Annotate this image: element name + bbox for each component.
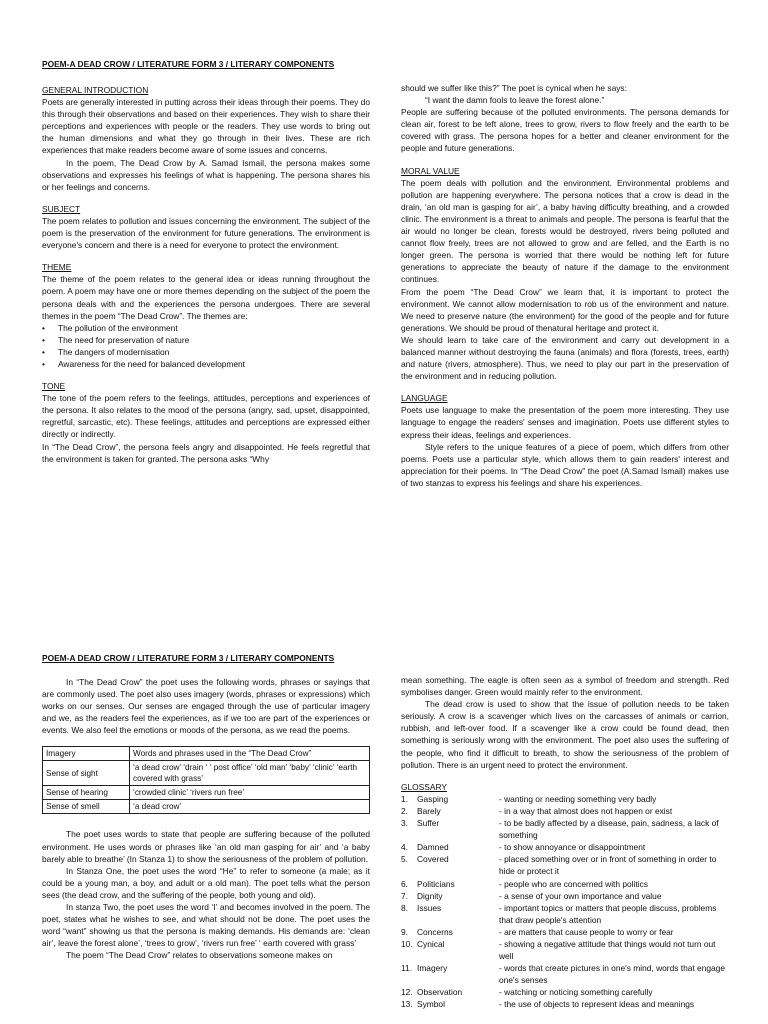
paragraph: The poet uses words to state that people are suffering because of the polluted environment. He uses words or phrases like ‘an old man gasping for air’ and ‘a baby barely able to breathe’ (In Stanza 1) to show the seriousness of the problem of pollution. <box>42 829 370 864</box>
theme-list <box>42 322 370 370</box>
paragraph: In “The Dead Crow” the poet uses the following words, phrases or sayings that are commonly used. The poet also uses imagery (words, phrases or expressions) which works on our senses. Our senses are engaged through the use of particular imagery and we, as the readers feel the experiences, as if we too are part of the experiences or events. We also feel the emotions or moods of the persona, as we read the poems. <box>42 677 370 736</box>
list-item <box>401 926 729 938</box>
glossary-definition: - words that create pictures in one's mind, words that engage one's senses <box>499 963 725 986</box>
list-item <box>401 878 729 890</box>
item-number: 11. <box>401 963 413 974</box>
table-row <box>43 747 370 761</box>
paragraph: Poets use language to make the presentation of the poem more interesting. They use language to engage the readers' senses and imagination. Poets use different styles to express their ideas, feelings and experiences. <box>401 405 729 440</box>
list-item <box>401 841 729 853</box>
page-separator <box>0 626 768 627</box>
table-cell: Words and phrases used in the “The Dead Crow” <box>130 747 370 761</box>
page-header: POEM-A DEAD CROW / LITERATURE FORM 3 / LITERARY COMPONENTS <box>42 59 335 69</box>
left-column <box>42 676 370 962</box>
paragraph: should we suffer like this?” The poet is cynical when he says: <box>401 83 627 93</box>
list-item: • The pollution of the environment <box>58 322 370 334</box>
list-item: • Awareness for the need for balanced development <box>58 358 370 370</box>
item-number: 4. <box>401 842 408 853</box>
table-cell: Imagery <box>43 747 130 761</box>
table-cell: Sense of smell <box>43 800 130 814</box>
item-number: 5. <box>401 854 408 865</box>
table-cell: ‘a dead crow’ ‘drain ‘ ‘ post office’ ‘old man’ ‘baby’ ‘clinic’ ‘earth covered with grass’ <box>130 761 370 786</box>
paragraph: The poem “The Dead Crow” relates to observations someone makes on <box>66 950 333 961</box>
glossary-list <box>401 793 729 1011</box>
glossary-word: Barely <box>417 805 441 816</box>
list-item <box>401 805 729 817</box>
paragraph: The dead crow is used to show that the issue of pollution needs to be taken seriously. A crow is a scavenger which lives on the carcasses of animals or carrion, rubbish, and left-over food. If a scavenger like a crow could be found dead, then something is seriously wrong with the environment. The poet also uses the suffering of the people, who find it difficult to breath, to show the seriousness of the problem of pollution. There is an urgent need to protect the environment. <box>401 699 729 770</box>
page-header: POEM-A DEAD CROW / LITERATURE FORM 3 / LITERARY COMPONENTS <box>42 653 335 663</box>
paragraph: In the poem, The Dead Crow by A. Samad Ismail, the persona makes some observations and expresses his feelings of what is happening. The persona shares his or her feelings and concerns. <box>42 157 370 192</box>
table-cell: ‘a dead crow’ <box>130 800 370 814</box>
glossary-definition: - placed something over or in front of something in order to hide or protect it <box>499 854 717 877</box>
theme-heading: THEME <box>42 262 72 273</box>
left-column <box>42 84 370 465</box>
glossary-word: Observation <box>417 987 463 998</box>
table-cell: ‘crowded clinic’ ‘rivers run free’ <box>130 786 370 800</box>
item-number: 13. <box>401 999 413 1010</box>
glossary-word: Concerns <box>417 926 453 937</box>
moral-value-heading: MORAL VALUE <box>401 165 460 176</box>
glossary-definition: - a sense of your own importance and value <box>499 890 662 901</box>
paragraph: The poem relates to pollution and issues concerning the environment. The subject of the poem is the preservation of the environment for future generations. The environment is everyone's concern and there is a need for everyone to protect the environment. <box>42 215 370 251</box>
item-number: 6. <box>401 878 408 889</box>
item-number: 9. <box>401 926 408 937</box>
table-cell: Sense of hearing <box>43 786 130 800</box>
item-number: 3. <box>401 818 408 829</box>
list-item <box>401 890 729 902</box>
list-item <box>401 986 729 998</box>
table-row <box>43 761 370 786</box>
item-number: 10. <box>401 938 413 949</box>
glossary-word: Issues <box>417 902 442 913</box>
glossary-definition: - showing a negative attitude that things would not turn out well <box>499 938 716 962</box>
glossary-word: Covered <box>417 854 449 865</box>
list-item: • The dangers of modernisation <box>58 346 370 358</box>
list-item: • The need for preservation of nature <box>58 334 370 346</box>
glossary-definition: - wanting or needing something very badly <box>499 793 657 804</box>
right-column <box>401 674 729 1011</box>
glossary-word: Damned <box>417 842 449 853</box>
glossary-definition: - watching or noticing something carefully <box>499 987 653 998</box>
list-item <box>401 853 729 877</box>
list-item <box>401 962 729 986</box>
paragraph: The poem deals with pollution and the environment. Environmental problems and pollution are happening everywhere. The persona notices that a crow is dead in the drain, ‘an old man is gasping for air’, a baby having difficulty breathing, and a crowded clinic. The environment is a threat to animals and people. The persona is fearful that the air would no longer be clean, forests would be destroyed, rivers being polluted and cannot flow freely, trees are not allowed to grow and are felled, and the Earth is no longer green. The persona is worried that there would be nothing left for future generations to appreciate the beauty of nature if the damage to the environment continues. <box>401 177 729 285</box>
paragraph: Style refers to the unique features of a piece of poem, which differs from other poems. Poets use a particular style, which allows them to gain readers' interest and appreciation for their poems. In “The Dead Crow” the poet (A.Samad Ismail) makes use of two stanzas to express his feelings and share his experiences. <box>401 441 729 488</box>
glossary-word: Symbol <box>417 999 445 1010</box>
tone-heading: TONE <box>42 381 66 392</box>
paragraph: We should learn to take care of the environment and carry out development in a balanced manner without destroying the fauna (animals) and flora (forests, trees, earth) and nature (rivers, atmosphere). Thus, we need to play our part in the preservation of the environment and in reducing pollution. <box>401 334 729 382</box>
subject-heading: SUBJECT <box>42 203 81 214</box>
item-number: 8. <box>401 902 408 913</box>
glossary-word: Suffer <box>417 818 440 829</box>
paragraph: In Stanza One, the poet uses the word “He” to refer to someone (a male; as it could be a young man, a boy, and adult or a old man). The poet tells what the person sees (the dead crow, and the suffering of the people, both young and old). <box>42 865 370 900</box>
list-item <box>401 998 729 1010</box>
paragraph: From the poem “The Dead Crow” we learn that, it is important to protect the environment. We cannot allow modernisation to rob us of the environment and nature. We need to preserve nature (the environment) for the good of the people and for future generations. We should be proud of thenatural heritage and protect it. <box>401 286 729 333</box>
glossary-definition: - people who are concerned with politics <box>499 878 648 889</box>
paragraph: The tone of the poem refers to the feelings, attitudes, perceptions and experiences of the persona. It also relates to the mood of the persona (angry, sad, upset, disappointed, regretful, sarcastic, etc). These feelings, attitudes and perceptions are expressed either directly or indirectly. <box>42 393 370 440</box>
glossary-heading: GLOSSARY <box>401 781 447 792</box>
paragraph: The theme of the poem relates to the general idea or ideas running throughout the poem. A poem may have one or more themes depending on the subject of the poem the persona deals with and the experiences the persona undergoes. There are several themes in the poem “The Dead Crow”. The themes are: <box>42 274 370 321</box>
glossary-definition: - to be badly affected by a disease, pain, sadness, a lack of something <box>499 818 719 841</box>
glossary-definition: - to show annoyance or disappointment <box>499 842 646 853</box>
glossary-definition: - important topics or matters that people discuss, problems that draw people's attention <box>499 902 717 925</box>
item-number: 2. <box>401 805 408 816</box>
table-cell: Sense of sight <box>43 761 130 786</box>
quote: “I want the damn fools to leave the forest alone.” <box>425 95 605 106</box>
glossary-word: Dignity <box>417 890 443 901</box>
glossary-word: Politicians <box>417 878 455 889</box>
list-item <box>401 793 729 805</box>
document-page-2 <box>0 640 768 1024</box>
glossary-definition: - the use of objects to represent ideas and meanings <box>499 999 695 1010</box>
item-number: 7. <box>401 890 408 901</box>
table-row <box>43 786 370 800</box>
right-column <box>401 82 729 489</box>
general-introduction-heading: GENERAL INTRODUCTION <box>42 85 149 95</box>
glossary-word: Imagery <box>417 963 448 974</box>
glossary-definition: - are matters that cause people to worry or fear <box>499 926 674 937</box>
paragraph: In “The Dead Crow”, the persona feels angry and disappointed. He feels regretful that the environment is taken for granted. The persona asks “Why <box>42 441 370 464</box>
glossary-word: Cynical <box>417 938 445 949</box>
item-number: 12. <box>401 987 413 998</box>
language-heading: LANGUAGE <box>401 393 448 404</box>
paragraph: mean something. The eagle is often seen as a symbol of freedom and strength. Red symbolises danger. Green would mainly refer to the environment. <box>401 675 729 698</box>
imagery-table <box>42 746 370 814</box>
item-number: 1. <box>401 793 408 804</box>
list-item <box>401 902 729 926</box>
list-item <box>401 817 729 841</box>
paragraph: Poets are generally interested in putting across their ideas through their poems. They do this through their observations and based on their experiences. They wish to share their perceptions and experiences with people or the readers. They use words to bring out the human dimensions and what they go through in their lives. These are rich experiences that make readers become aware of some issues and concerns. <box>42 97 370 156</box>
paragraph: People are suffering because of the polluted environments. The persona demands for clean air, forest to be left alone, trees to grow, rivers to flow freely and the earth to be covered with grass. The persona hopes for a better and cleaner environment for the people and future generations. <box>401 107 729 154</box>
list-item <box>401 938 729 962</box>
glossary-definition: - in a way that almost does not happen or exist <box>499 805 673 816</box>
glossary-word: Gasping <box>417 793 449 804</box>
table-row <box>43 800 370 814</box>
paragraph: In stanza Two, the poet uses the word ‘I’ and becomes involved in the poem. The poet, states what he wishes to see, and what should not be done. The poet uses the word “want” showing us that the persona is making demands. His demands are: ‘clean air’, leave the forest alone’, ‘trees to grow’, ‘rivers run free’ ‘ earth covered with grass’ <box>42 902 370 949</box>
